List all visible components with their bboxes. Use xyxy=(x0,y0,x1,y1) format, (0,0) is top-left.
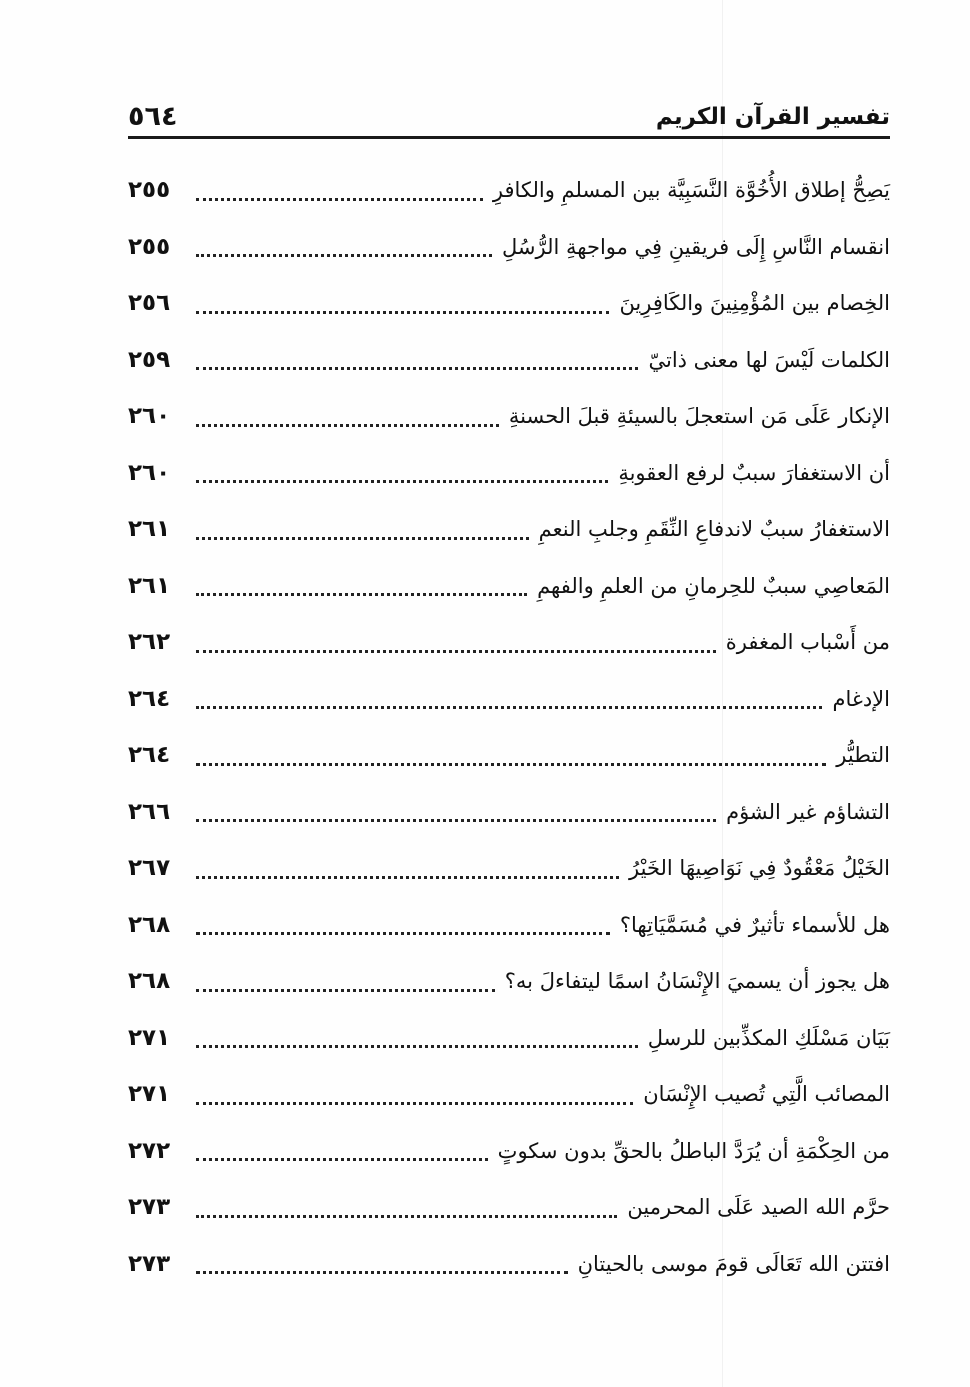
toc-entry-page: ٢٦٦ xyxy=(128,798,171,825)
toc-entry-title: هل للأسماء تأثيرٌ في مُسَمَّيَاتِها؟ xyxy=(619,912,890,937)
toc-entry-page: ٢٥٦ xyxy=(128,290,171,317)
toc-leader-dots xyxy=(196,424,499,427)
toc-entry xyxy=(128,1010,890,1067)
toc-entry-title: الخِصام بين المُؤْمِنِينَ والكَافِرِينَ xyxy=(619,291,890,316)
toc-entry xyxy=(128,275,890,332)
toc-entry-page: ٢٦١ xyxy=(128,516,171,543)
toc-entry xyxy=(128,445,890,502)
toc-entry-page: ٢٥٩ xyxy=(128,346,171,373)
toc-entry-title: من الحِكْمَةِ أن يُرَدَّ الباطلُ بالحقِّ بدون سكوتٍ xyxy=(497,1138,890,1163)
toc-entry xyxy=(128,784,890,841)
toc-leader-dots xyxy=(196,1158,488,1161)
toc-leader-dots xyxy=(196,537,529,540)
toc-entry xyxy=(128,388,890,445)
toc-leader-dots xyxy=(196,989,495,992)
toc-leader-dots xyxy=(196,763,826,766)
toc-entry xyxy=(128,1179,890,1236)
table-of-contents xyxy=(128,162,890,1292)
toc-entry xyxy=(128,501,890,558)
toc-entry-title: أن الاستغفارَ سببٌ لرفع العقوبةِ xyxy=(618,460,890,485)
toc-entry-title: هل يجوز أن يسميَ الإِنْسَانُ اسمًا ليتفاءلَ به؟ xyxy=(504,969,890,994)
toc-entry-title: بَيَان مَسْلَكِ المكذِّبين للرسلِ xyxy=(647,1025,890,1050)
toc-entry xyxy=(128,219,890,276)
toc-entry-page: ٢٦٨ xyxy=(128,968,171,995)
toc-entry-page: ٢٧٢ xyxy=(128,1137,171,1164)
toc-entry-title: انقسام النَّاسِ إِلَى فريقينِ فِي مواجهةِ الرُّسُلِ xyxy=(502,234,890,259)
toc-entry xyxy=(128,897,890,954)
toc-leader-dots xyxy=(196,480,608,483)
toc-leader-dots xyxy=(196,819,716,822)
toc-entry xyxy=(128,953,890,1010)
toc-leader-dots xyxy=(196,1102,633,1105)
toc-entry-page: ٢٦٠ xyxy=(128,459,171,486)
toc-leader-dots xyxy=(196,311,609,314)
toc-entry-page: ٢٦٠ xyxy=(128,403,171,430)
toc-entry-title: الاستغفارُ سببٌ لاندفاعِ النِّقَمِ وجلبِ النعمِ xyxy=(538,517,890,542)
toc-entry-title: المَعاصِي سببٌ للحِرمانِ من العلمِ والفهمِ xyxy=(537,573,890,598)
toc-entry xyxy=(128,614,890,671)
toc-leader-dots xyxy=(196,876,619,879)
toc-entry-page: ٢٧١ xyxy=(128,1024,171,1051)
toc-entry xyxy=(128,558,890,615)
toc-entry-title: التطيُّر xyxy=(836,743,890,768)
toc-leader-dots xyxy=(196,1271,568,1274)
toc-entry-page: ٢٦٤ xyxy=(128,742,171,769)
toc-entry-page: ٢٦٨ xyxy=(128,911,171,938)
toc-leader-dots xyxy=(196,650,716,653)
page-header xyxy=(128,92,890,139)
toc-leader-dots xyxy=(196,1215,617,1218)
book-title: تفسير القرآن الكريم xyxy=(655,104,890,130)
toc-leader-dots xyxy=(196,367,638,370)
toc-entry-title: الكلمات لَيْسَ لها معنى ذاتيّ xyxy=(648,347,890,372)
toc-entry-title: يَصِحُّ إطلاق الأُخُوَّة النَّسَبِيَّة بين المسلمِ والكافرِ xyxy=(492,178,890,203)
toc-entry-page: ٢٦٧ xyxy=(128,855,171,882)
toc-entry-page: ٢٥٥ xyxy=(128,233,171,260)
toc-entry xyxy=(128,1236,890,1293)
toc-entry xyxy=(128,332,890,389)
toc-entry xyxy=(128,162,890,219)
toc-entry xyxy=(128,1066,890,1123)
toc-entry-page: ٢٦٢ xyxy=(128,629,171,656)
toc-entry-title: حرَّم الله الصيد عَلَى المحرمين xyxy=(627,1195,890,1220)
page-number: ٥٦٤ xyxy=(128,101,178,132)
toc-leader-dots xyxy=(196,198,483,201)
toc-entry-title: من أَسْباب المغفرة xyxy=(725,630,890,655)
toc-entry xyxy=(128,671,890,728)
toc-entry-title: افتتن الله تَعَالَى قومَ موسى بالحيتانِ xyxy=(577,1251,890,1276)
toc-entry-page: ٢٧٣ xyxy=(128,1194,171,1221)
toc-leader-dots xyxy=(196,1045,638,1048)
toc-leader-dots xyxy=(196,593,527,596)
toc-leader-dots xyxy=(196,932,610,935)
toc-entry-page: ٢٧١ xyxy=(128,1081,171,1108)
toc-entry-page: ٢٧٣ xyxy=(128,1250,171,1277)
toc-entry-title: الإدغام xyxy=(832,686,890,711)
toc-entry-title: الخَيْلُ مَعْقُودٌ فِي نَوَاصِيهَا الخَيْرُ xyxy=(629,856,890,881)
toc-entry-title: المصائب الَّتِي تُصيب الإِنْسَان xyxy=(643,1082,890,1107)
toc-entry-page: ٢٥٥ xyxy=(128,177,171,204)
toc-leader-dots xyxy=(196,706,822,709)
toc-entry xyxy=(128,1123,890,1180)
toc-leader-dots xyxy=(196,254,492,257)
toc-entry-title: الإنكار عَلَى مَن استعجلَ بالسيئةِ قبلَ الحسنةِ xyxy=(508,404,890,429)
toc-entry-title: التشاؤم غير الشؤم xyxy=(726,799,890,824)
toc-entry-page: ٢٦١ xyxy=(128,572,171,599)
toc-entry-page: ٢٦٤ xyxy=(128,685,171,712)
toc-entry xyxy=(128,727,890,784)
toc-entry xyxy=(128,840,890,897)
